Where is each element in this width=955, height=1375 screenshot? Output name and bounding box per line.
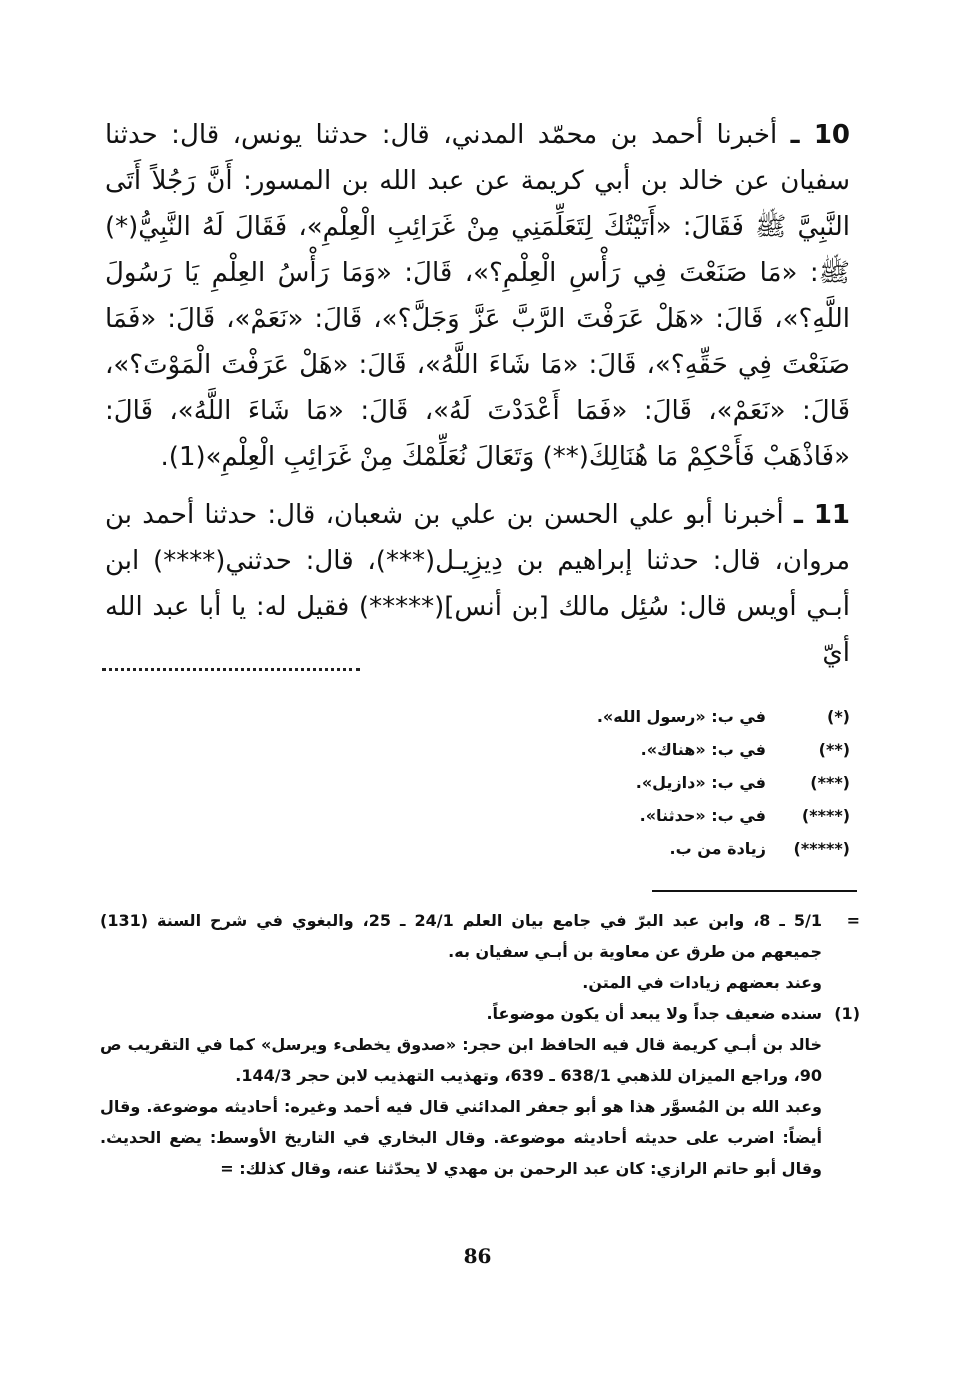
paragraph-10 xyxy=(105,112,850,480)
variant-note xyxy=(470,733,850,766)
page-number: 86 xyxy=(463,1244,492,1268)
footnote-text: خالد بن أبـي كريمة قال فيه الحافظ ابن حجر: «صدوق يخطىء ويرسل» كما في التقريب ص 90، وراجع الميزان للذهبي 638/1 ـ 639، وتهذيب التهذيب لابن حجر 144/3. xyxy=(100,1035,822,1085)
note-mark: (*****) xyxy=(793,839,850,858)
variant-notes xyxy=(470,700,850,865)
hadith-number-11: 11 ـ xyxy=(793,500,851,530)
note-text: في ب: «دازيل». xyxy=(635,773,766,792)
footnote-mark: (1) xyxy=(834,1004,860,1023)
note-text: زيادة من ب. xyxy=(669,839,766,858)
note-text: في ب: «حدثنا». xyxy=(639,806,766,825)
note-mark: (**) xyxy=(818,740,850,759)
main-text xyxy=(105,112,850,688)
variant-note xyxy=(470,766,850,799)
note-text: في ب: «رسول الله». xyxy=(596,707,766,726)
note-text: في ب: «هناك». xyxy=(640,740,766,759)
footnote-separator xyxy=(652,890,857,892)
footnote-text: وعبد الله بن المُسوَّر هذا هو أبو جعفر المدائني قال فيه أحمد وغيره: أحاديثه موضوعة. وقال أيضاً: اضرب على حديثه أحاديثه موضوعة. وقال البخاري في التاريخ الأوسط: يضع الحديث. وقال أبو حاتم الرازي: كان عبد الرحمن بن مهدي لا يحدّثنا عنه، وقال كذلك: = xyxy=(100,1097,822,1178)
variant-note xyxy=(470,799,850,832)
paragraph-11 xyxy=(105,492,850,676)
note-mark: (*) xyxy=(827,707,850,726)
note-mark: (****) xyxy=(801,806,850,825)
footnotes xyxy=(100,905,860,1184)
hadith-number-10: 10 ـ xyxy=(790,120,850,150)
variant-note xyxy=(470,700,850,733)
footnote-text: سنده ضعيف جداً ولا يبعد أن يكون موضوعاً. xyxy=(486,1004,822,1023)
footnote-1 xyxy=(100,998,860,1029)
dotted-separator xyxy=(102,668,360,671)
continuation-mark: = xyxy=(846,911,860,930)
footnote-text: وعند بعضهم زيادات في المتن. xyxy=(582,973,822,992)
footnote-text: 5/1 ـ 8، وابن عبد البرّ في جامع بيان العلم 24/1 ـ 25، والبغوي في شرح السنة (131) جميعهم من طرق عن معاوية بن أبـي سفيان به. xyxy=(100,911,823,961)
note-mark: (***) xyxy=(810,773,850,792)
paragraph-10-text: أخبرنا أحمد بن محمّد المدني، قال: حدثنا يونس، قال: حدثنا سفيان عن خالد بن أبي كريمة عن عبد الله بن المسور: أَنَّ رَجُلاً أَتَى النَّبِيَّ ﷺ فَقَالَ: «أَتَيْتُكَ لِتَعَلِّمَنِي مِنْ غَرَائِبِ الْعِلْمِ»، فَقَالَ لَهُ النَّبِيُّ(*) ﷺ: «مَا صَنَعْتَ فِي رَأْسِ الْعِلْمِ؟»، قَالَ: «وَمَا رَأْسُ العِلْمِ يَا رَسُولَ اللَّهِ؟»، قَالَ: «هَلْ عَرَفْتَ الرَّبَّ عَزَّ وَجَلَّ؟»، قَالَ: «نَعَمْ»، قَالَ: «فَمَا صَنَعْتَ فِي حَقِّهِ؟»، قَالَ: «مَا شَاءَ اللَّهُ»، قَالَ: «هَلْ عَرَفْتَ الْمَوْتَ؟»، قَالَ: «نَعَمْ»، قَالَ: «فَمَا أَعْدَدْتَ لَهُ»، قَالَ: «مَا شَاءَ اللَّهُ»، قَالَ: «فَاذْهَبْ فَأَحْكِمْ مَا هُنَالِكَ(**) وَتَعَالَ نُعَلِّمْكَ مِنْ غَرَائِبِ الْعِلْمِ»(1). xyxy=(105,120,850,472)
footnote-continued xyxy=(100,905,860,967)
paragraph-11-text: أخبرنا أبو علي الحسن بن علي بن شعبان، قال: حدثنا أحمد بن مروان، قال: حدثنا إبراهيم بن دِيزِيـل(***)، قال: حدثني(****) ابن أبـي أويس قال: سُئِل مالك [بن أنس](*****) فقيل له: يا أبا عبد الله أيّ xyxy=(105,500,850,668)
variant-note xyxy=(470,832,850,865)
